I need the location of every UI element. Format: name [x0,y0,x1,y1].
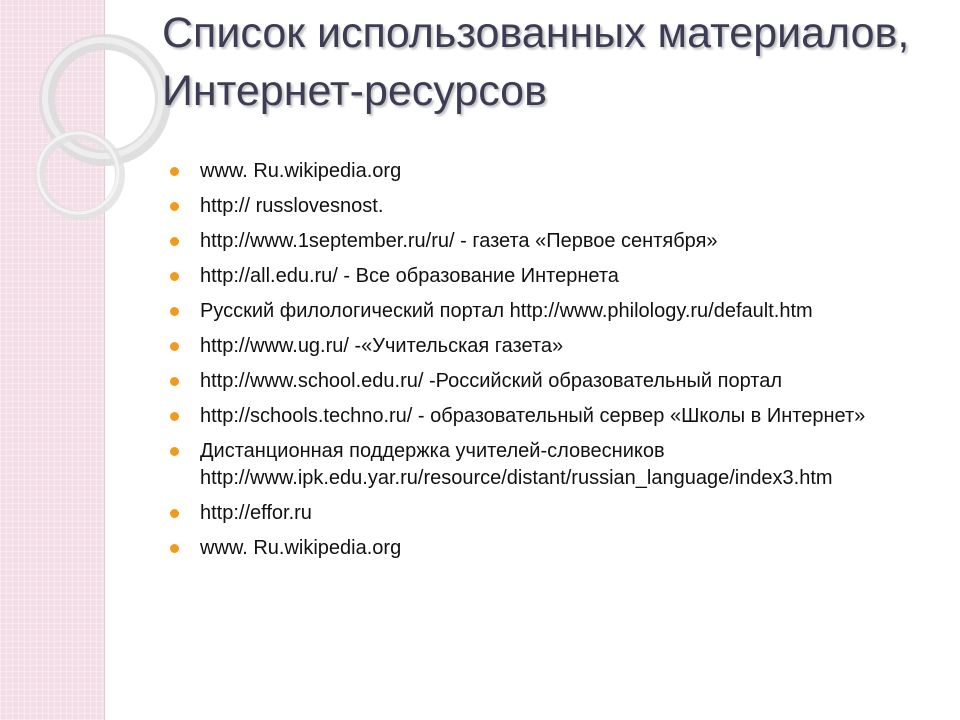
list-item-text: http:// russlovesnost. [200,195,384,217]
list-item [168,193,938,220]
slide-title: Список использованных материалов, Интернет-ресурсов [162,9,910,115]
list-item [168,263,938,290]
list-item [168,228,938,255]
bullet-icon [170,447,179,456]
list-item-text: http://effor.ru [200,502,312,524]
list-item-text: www. Ru.wikipedia.org [200,537,402,559]
bullet-icon [170,237,179,246]
list-item [168,298,938,325]
bullet-icon [170,544,179,553]
list-item [168,500,938,527]
list-item-text: http://www.school.edu.ru/ -Российский образовательный портал [200,370,782,392]
list-item [168,438,938,492]
bullet-icon [170,307,179,316]
list-item [168,535,938,562]
bullet-icon [170,202,179,211]
list-item [168,158,938,185]
list-item-text: http://all.edu.ru/ - Все образование Интернета [200,265,619,287]
list-item [168,368,938,395]
list-item-text: Русский филологический портал http://www.philology.ru/default.htm [200,300,813,322]
bullet-icon [170,412,179,421]
list-item-text: Дистанционная поддержка учителей-словесников http://www.ipk.edu.yar.ru/resource/distant/russian_language/index3.htm [200,440,833,489]
list-item-text: http://www.ug.ru/ -«Учительская газета» [200,335,564,357]
list-item-text: http://www.1september.ru/ru/ - газета «Первое сентября» [200,230,718,252]
resource-list [168,158,938,570]
bullet-icon [170,272,179,281]
list-item-text: http://schools.techno.ru/ - образовательный сервер «Школы в Интернет» [200,405,866,427]
list-item [168,333,938,360]
bullet-icon [170,509,179,518]
bullet-icon [170,167,179,176]
bullet-icon [170,342,179,351]
bullet-icon [170,377,179,386]
list-item [168,403,938,430]
list-item-text: www. Ru.wikipedia.org [200,160,402,182]
